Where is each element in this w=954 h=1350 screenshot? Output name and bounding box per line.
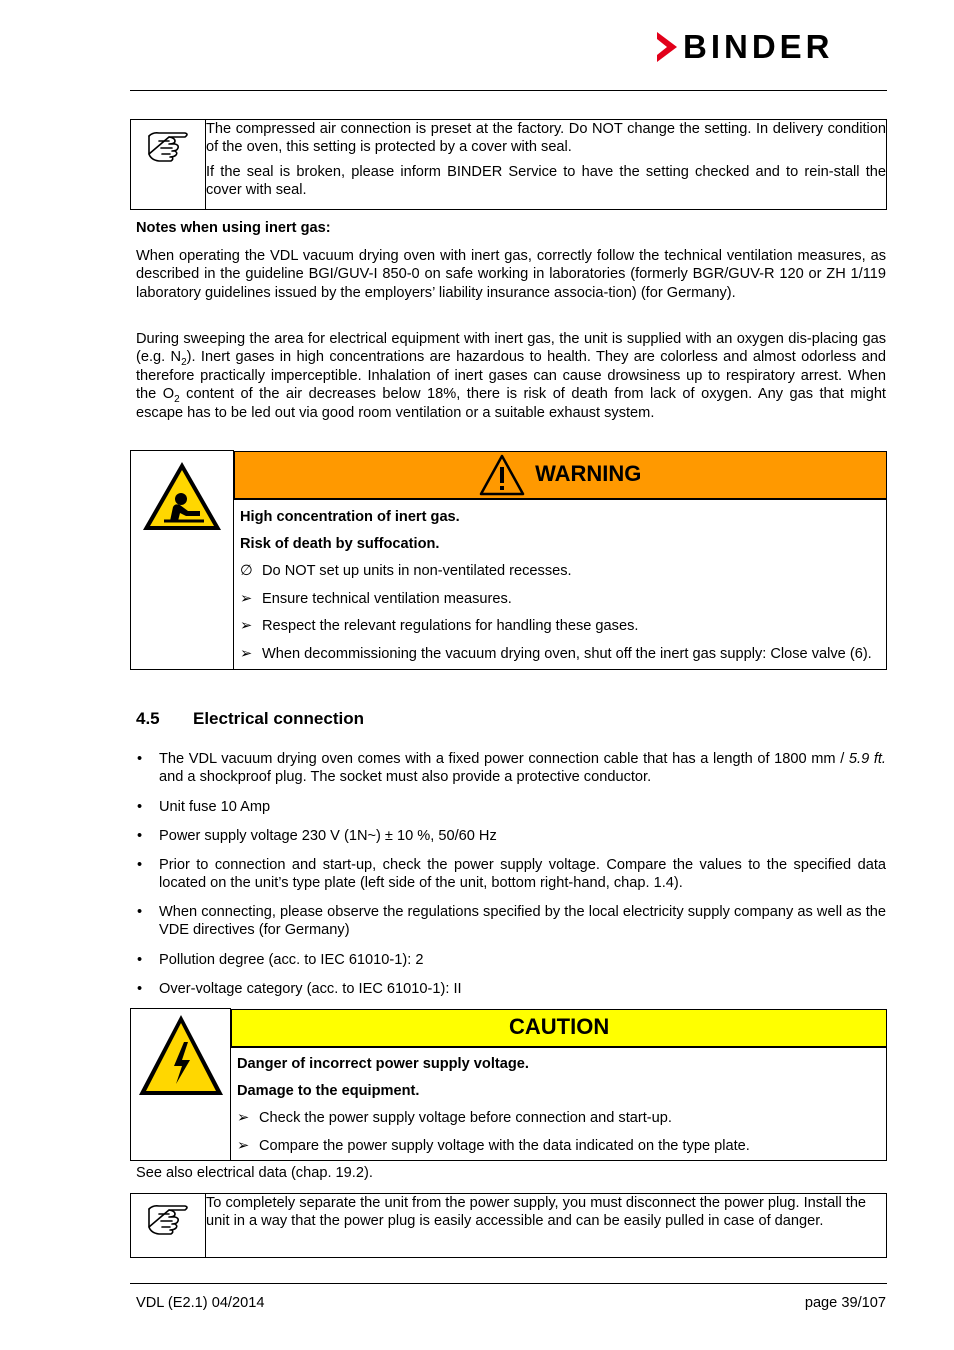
caution-item: [231, 1104, 886, 1131]
note-hand-cell: [131, 120, 206, 210]
item-text: When decommissioning the vacuum drying oven, shut off the inert gas supply: Close valve (6).: [262, 645, 872, 662]
note-text-cell: [206, 120, 887, 210]
warning-line-1: High concentration of inert gas.: [240, 508, 460, 525]
bullet-item: [137, 856, 886, 893]
bullet-dot: •: [137, 904, 143, 920]
item-marker: ∅: [240, 563, 253, 580]
paragraph-text: When operating the VDL vacuum drying oven with inert gas, correctly follow the technical ventilation measures, as described in the guideline BGI/GUV-I 850-0 on safe working in laboratories (formerly BGR/GUV-R 120 or ZH 1/119 laboratory guidelines issued by the employers’ liability insurance associa-tion) (for Germany).: [136, 248, 886, 301]
section-title: Electrical connection: [193, 709, 364, 728]
bullet-item: [137, 980, 886, 998]
footer-doc-id: VDL (E2.1) 04/2014: [136, 1295, 265, 1311]
caution-box: [130, 1008, 887, 1161]
inert-gas-heading: Notes when using inert gas:: [136, 220, 331, 236]
note-paragraph: If the seal is broken, please inform BINDER Service to have the setting checked and to rein-stall the cover with seal.: [206, 163, 886, 199]
bullet-text: Power supply voltage 230 V (1N~) ± 10 %, 50/60 Hz: [159, 828, 497, 844]
text-run-italic: 5.9 ft.: [848, 751, 886, 767]
item-marker: ➢: [237, 1137, 250, 1154]
section-heading: [136, 708, 364, 730]
pointing-hand-icon: [145, 1201, 191, 1235]
item-text: Ensure technical ventilation measures.: [262, 590, 512, 607]
note-box-power-plug: [130, 1193, 887, 1258]
warning-item: [234, 612, 886, 639]
bullet-item: [137, 798, 886, 816]
warning-box: [130, 450, 887, 670]
item-marker: ➢: [240, 618, 253, 635]
item-text: Do NOT set up units in non-ventilated recesses.: [262, 563, 572, 580]
bullet-dot: •: [137, 981, 143, 997]
suffocation-hazard-icon: [140, 459, 224, 533]
bullet-text: When connecting, please observe the regulations specified by the local electricity supply company as well as the VDE directives (for Germany): [159, 904, 886, 939]
bullet-item: [137, 750, 886, 787]
text-run: and a shockproof plug. The socket must also provide a protective conductor.: [159, 769, 652, 786]
see-also-text: See also electrical data (chap. 19.2).: [136, 1165, 373, 1181]
brand-name: BINDER: [683, 28, 834, 65]
warning-title: WARNING: [535, 461, 642, 487]
bullet-dot: •: [137, 799, 143, 815]
warning-line-2: Risk of death by suffocation.: [240, 535, 440, 552]
caution-title: CAUTION: [509, 1014, 610, 1040]
caution-banner: [231, 1009, 887, 1047]
bullet-dot: •: [137, 857, 143, 873]
bullet-item: [137, 951, 886, 969]
binder-logo: [655, 30, 887, 64]
text-run: content of the air decreases below 18%, there is risk of death from lack of oxygen. Any gas that might escape has to be led out via good room ventilation or a suitable exhaust system.: [136, 386, 886, 421]
note-paragraph: The compressed air connection is preset at the factory. Do NOT change the setting. In delivery condition of the oven, this setting is protected by a cover with seal.: [206, 121, 886, 156]
bullet-text: Unit fuse 10 Amp: [159, 799, 271, 815]
logo-chevron-icon: [655, 30, 679, 64]
warning-body: [234, 499, 887, 669]
caution-symbol-cell: [131, 1009, 231, 1161]
text-run: The VDL vacuum drying oven comes with a fixed power connection cable that has a length of 1800 mm /: [159, 751, 849, 767]
note-paragraph: To completely separate the unit from the power supply, you must disconnect the power plug. Install the unit in a way that the power plug is easily accessible and can be easily pulled in case of danger.: [206, 1195, 867, 1230]
bullet-dot: •: [137, 751, 143, 767]
bullet-item: [137, 903, 886, 940]
note-hand-cell: [131, 1194, 206, 1258]
item-marker: ➢: [237, 1110, 250, 1127]
item-text: Respect the relevant regulations for handling these gases.: [262, 618, 639, 635]
text-run: ). Inert gases in high concentrations are hazardous to health. They are colorless and almost odorless and therefore practically imperceptible. Inhalation of inert gases can cause drowsiness up to respiratory arrest. When the O: [136, 349, 887, 403]
caution-line-2: Damage to the equipment.: [237, 1082, 420, 1099]
caution-line-1: Danger of incorrect power supply voltage.: [237, 1055, 529, 1072]
inert-gas-paragraph-2: [136, 330, 886, 422]
subscript: 2: [181, 357, 187, 369]
warning-item: [234, 585, 886, 612]
pointing-hand-icon: [145, 128, 191, 162]
bullet-dot: •: [137, 952, 143, 968]
bullet-text: [159, 750, 886, 787]
bullet-text: Over-voltage category (acc. to IEC 61010-1): II: [159, 981, 462, 997]
subscript: 2: [174, 394, 180, 406]
note-text-cell: [206, 1194, 887, 1258]
section-number: 4.5: [136, 709, 160, 728]
note-box-compressed-air: [130, 119, 887, 210]
item-marker: ➢: [240, 590, 253, 607]
warning-item: [234, 557, 886, 584]
paragraph-text: [136, 330, 886, 422]
bullet-text: Pollution degree (acc. to IEC 61010-1): 2: [159, 952, 424, 968]
header-rule: [130, 90, 887, 91]
bullet-text: Prior to connection and start-up, check the power supply voltage. Compare the values to the specified data located on the unit’s type plate (left side of the unit, bottom right-hand, chap. 1.4).: [159, 857, 886, 892]
text-run: During sweeping the area for electrical equipment with inert gas, the unit is supplied with an oxygen dis-placing gas (e.g. N: [136, 331, 886, 366]
warning-triangle-icon: [479, 454, 525, 496]
warning-banner: [234, 451, 887, 499]
item-text: Compare the power supply voltage with the data indicated on the type plate.: [259, 1137, 750, 1154]
bullet-dot: •: [137, 828, 143, 844]
item-text: Check the power supply voltage before connection and start-up.: [259, 1110, 672, 1127]
warning-symbol-cell: [131, 451, 234, 670]
caution-item: [231, 1132, 886, 1159]
footer-rule: [130, 1283, 887, 1284]
electrical-hazard-icon: [136, 1012, 226, 1098]
caution-body: [231, 1047, 887, 1161]
warning-item: [234, 640, 886, 667]
inert-gas-paragraph-1: [136, 247, 886, 302]
footer-page-number: page 39/107: [804, 1295, 886, 1311]
bullet-item: [137, 827, 886, 845]
item-marker: ➢: [240, 645, 253, 662]
